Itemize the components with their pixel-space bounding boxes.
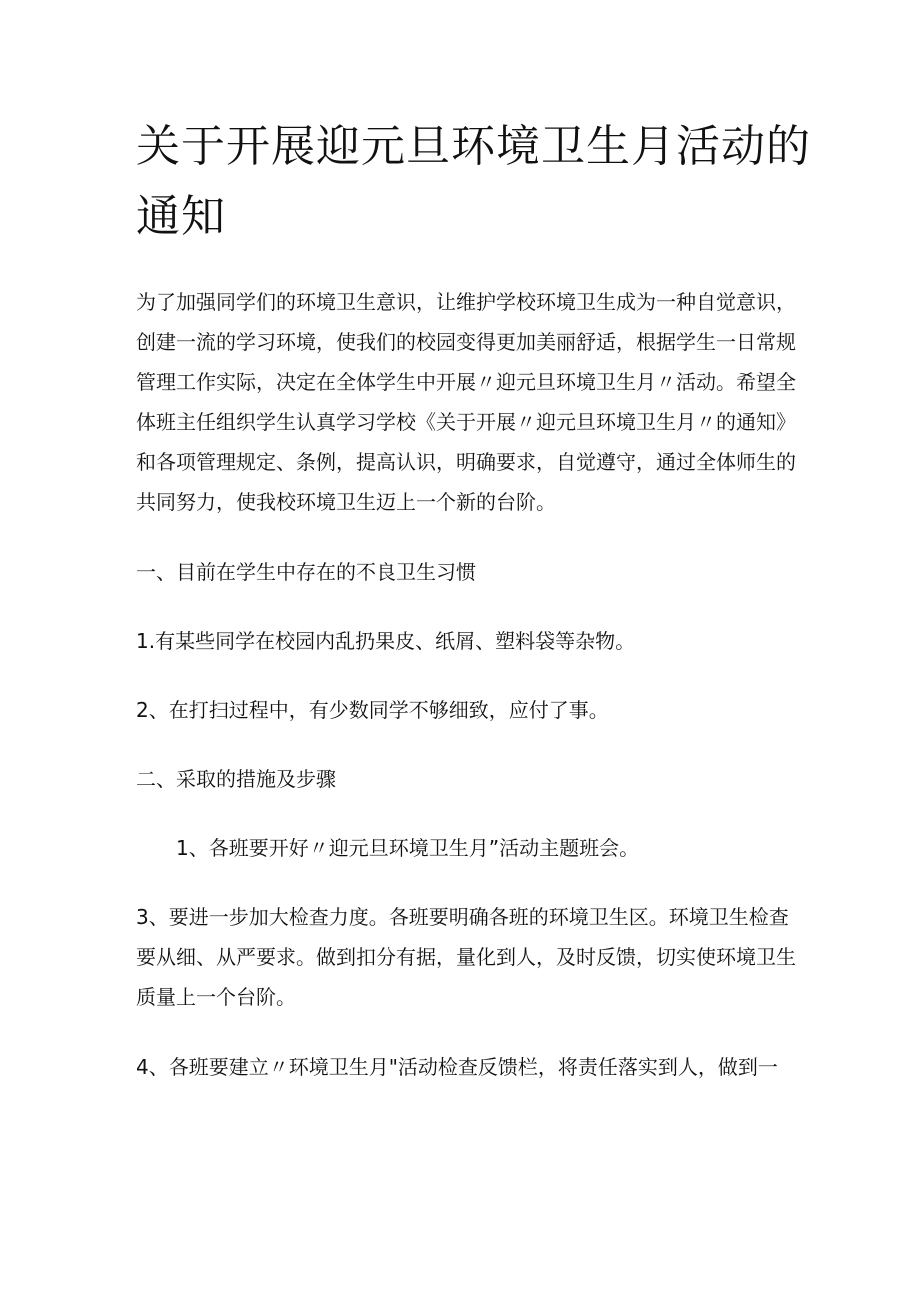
document-body (136, 282, 796, 1087)
section2-item-4: 4、各班要建立〃环境卫生月"活动检查反馈栏，将责任落实到人，做到一 (136, 1055, 778, 1079)
section1-item-1: 1.有某些同学在校园内乱扔果皮、纸屑、塑料袋等杂物。 (136, 629, 636, 653)
intro-paragraph: 为了加强同学们的环境卫生意识，让维护学校环境卫生成为一种自觉意识，创建一流的学习环境，使我们的校园变得更加美丽舒适，根据学生一日常规管理工作实际，决定在全体学生中开展〃迎元旦环境卫生月〃活动。希望全体班主任组织学生认真学习学校《关于开展〃迎元旦环境卫生月〃的通知》和各项管理规定、条例，提高认识，明确要求，自觉遵守，通过全体师生的共同努力，使我校环境卫生迈上一个新的台阶。 (136, 290, 796, 514)
section1-item-2: 2、在打扫过程中，有少数同学不够细致，应付了事。 (136, 698, 609, 722)
section-heading-2: 二、采取的措施及步骤 (136, 767, 336, 791)
section-heading-1: 一、目前在学生中存在的不良卫生习惯 (136, 560, 476, 584)
section2-item-3: 3、要进一步加大检查力度。各班要明确各班的环境卫生区。环境卫生检查要从细、从严要求。做到扣分有据，量化到人，及时反馈，切实使环境卫生质量上一个台阶。 (136, 905, 796, 1009)
section2-item-1: 1、各班要开好〃迎元旦环境卫生月”活动主题班会。 (176, 836, 640, 860)
document-title: 关于开展迎元旦环境卫生月活动的通知 (136, 121, 811, 242)
